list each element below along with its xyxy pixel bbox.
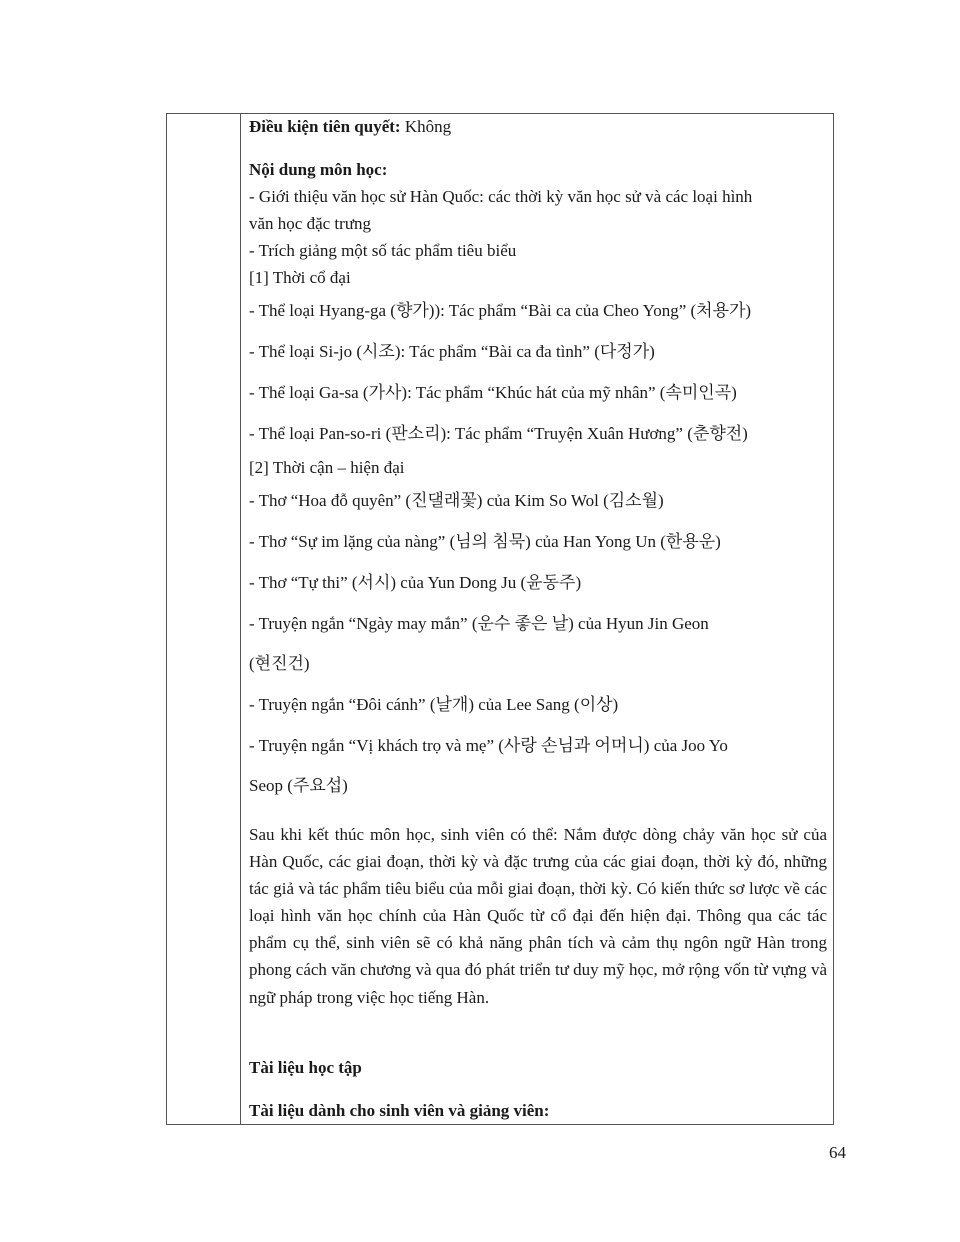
materials-heading: Tài liệu học tập bbox=[249, 1058, 362, 1077]
prereq-label: Điều kiện tiên quyết: bbox=[249, 117, 401, 136]
intro-line-1: - Giới thiệu văn học sử Hàn Quốc: các thời kỳ văn học sử và các loại hình bbox=[249, 187, 753, 206]
list-item: - Truyện ngắn “Vị khách trọ và mẹ” (사랑 손님과 어머니) của Joo Yo bbox=[249, 736, 728, 755]
list-item: - Thơ “Sự im lặng của nàng” (님의 침묵) của Han Yong Un (한용운) bbox=[249, 532, 721, 551]
period-1-heading: [1] Thời cổ đại bbox=[249, 268, 351, 287]
list-item: - Truyện ngắn “Đôi cánh” (날개) của Lee Sang (이상) bbox=[249, 695, 619, 714]
list-item: - Thể loại Hyang-ga (향가)): Tác phẩm “Bài ca của Cheo Yong” (처용가) bbox=[249, 301, 752, 320]
list-item: Seop (주요섭) bbox=[249, 776, 348, 795]
prereq-line bbox=[249, 116, 451, 138]
course-table bbox=[166, 113, 834, 1125]
list-item: - Thơ “Hoa đỗ quyên” (진댈래꽃) của Kim So Wol (김소월) bbox=[249, 491, 664, 510]
excerpt-line: - Trích giảng một số tác phẩm tiêu biểu bbox=[249, 241, 517, 260]
list-item: - Thể loại Ga-sa (가사): Tác phẩm “Khúc hát của mỹ nhân” (속미인곡) bbox=[249, 383, 737, 402]
list-item: - Thể loại Si-jo (시조): Tác phẩm “Bài ca đa tình” (다정가) bbox=[249, 342, 655, 361]
period-2-heading: [2] Thời cận – hiện đại bbox=[249, 458, 405, 477]
column-divider bbox=[240, 114, 241, 1124]
learning-outcome-paragraph: Sau khi kết thúc môn học, sinh viên có thể: Nắm được dòng chảy văn học sử của Hàn Quốc, các giai đoạn, thời kỳ và đặc trưng của các giai đoạn, thời kỳ đó, những tác giả và tác phẩm tiêu biểu của mỗi giai đoạn, thời kỳ. Có kiến thức sơ lược về các loại hình văn học chính của Hàn Quốc từ cổ đại đến hiện đại. Thông qua các tác phẩm cụ thể, sinh viên sẽ có khả năng phân tích và cảm thụ ngôn ngữ Hàn trong phong cách văn chương và qua đó phát triển tư duy mỹ học, mở rộng vốn từ vựng và ngữ pháp trong việc học tiếng Hàn. bbox=[249, 825, 827, 1007]
prereq-value: Không bbox=[400, 117, 452, 136]
list-item: (현진건) bbox=[249, 654, 310, 673]
list-item: - Thơ “Tự thi” (서시) của Yun Dong Ju (윤동주) bbox=[249, 573, 582, 592]
list-item: - Thể loại Pan-so-ri (판소리): Tác phẩm “Truyện Xuân Hương” (춘향전) bbox=[249, 424, 748, 443]
content-heading: Nội dung môn học: bbox=[249, 160, 388, 179]
materials-subheading: Tài liệu dành cho sinh viên và giảng viên: bbox=[249, 1101, 550, 1120]
intro-line-2: văn học đặc trưng bbox=[249, 214, 372, 233]
page-number: 64 bbox=[829, 1143, 846, 1162]
list-item: - Truyện ngắn “Ngày may mắn” (운수 좋은 날) của Hyun Jin Geon bbox=[249, 614, 709, 633]
